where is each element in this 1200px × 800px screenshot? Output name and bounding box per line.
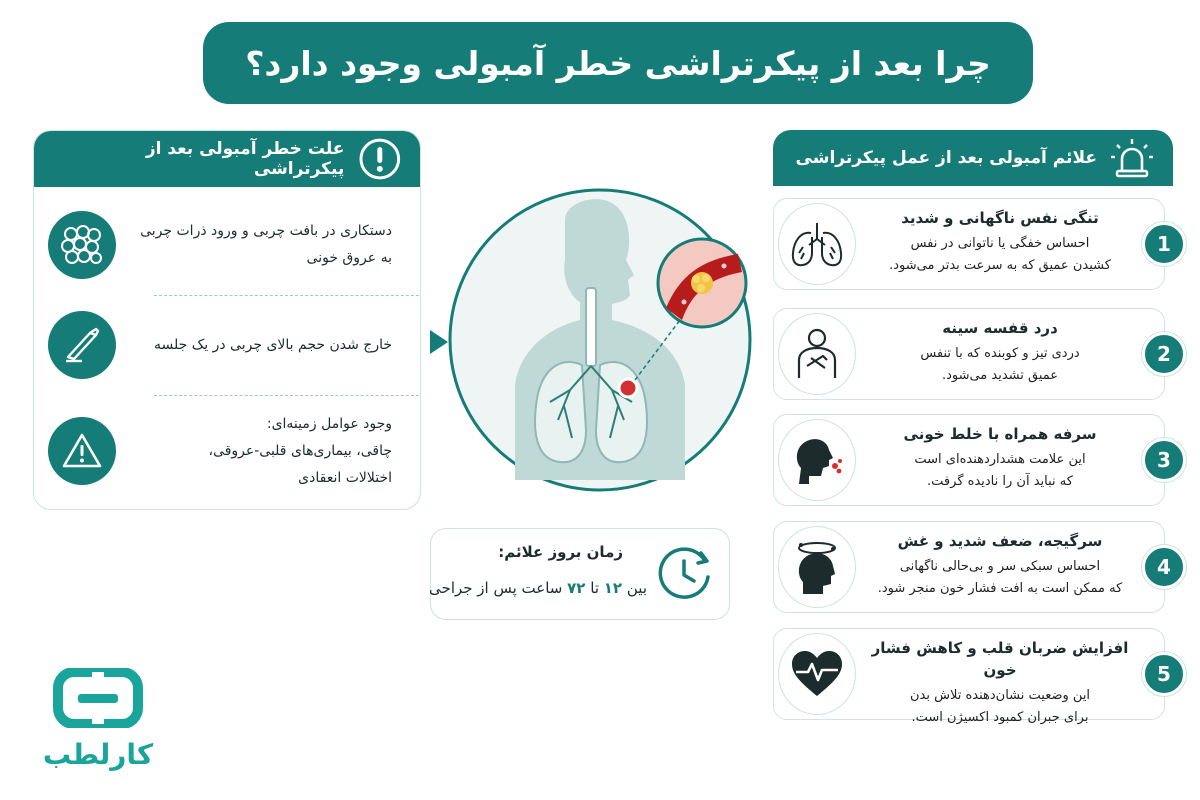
symptom-desc-line: این علامت هشداردهنده‌ای است xyxy=(914,452,1086,467)
symptom-desc-line: کشیدن عمیق که به سرعت بدتر می‌شود. xyxy=(889,258,1111,273)
title-banner xyxy=(203,22,1033,104)
brand-name: کارلطب xyxy=(42,738,154,771)
symptom-title: درد قفسه سینه xyxy=(942,319,1058,337)
onset-to: ۷۲ xyxy=(567,579,586,597)
cause-line: دستکاری در بافت چربی و ورود ذرات چربی xyxy=(140,223,392,239)
onset-from: ۱۲ xyxy=(603,579,623,597)
onset-mid: تا xyxy=(590,579,599,597)
cause-panel-header xyxy=(34,131,420,187)
onset-suffix: ساعت پس از جراحی xyxy=(429,579,563,597)
lungs-icon xyxy=(778,203,856,285)
symptom-desc-line: برای جبران کمبود اکسیژن است. xyxy=(911,710,1089,725)
symptom-card xyxy=(773,521,1165,613)
dizziness-icon xyxy=(778,526,856,608)
chest-pain-icon xyxy=(778,313,856,395)
fat-cells-icon xyxy=(48,211,116,279)
symptom-card xyxy=(773,308,1165,400)
cause-item xyxy=(34,195,420,295)
symptom-card xyxy=(773,628,1165,725)
symptom-desc-line: که ممکن است به افت فشار خون منجر شود. xyxy=(877,581,1123,596)
cause-line: چاقی، بیماری‌های قلبی-عروقی، xyxy=(208,442,392,459)
symptom-card xyxy=(773,198,1165,290)
brand-logo-icon xyxy=(38,668,158,728)
symptom-number: 3 xyxy=(1142,438,1186,482)
symptom-title: افزایش ضربان قلب و کاهش فشار خون xyxy=(871,639,1129,679)
symptom-desc-line: عمیق تشدید می‌شود. xyxy=(941,368,1059,383)
heart-pulse-icon xyxy=(778,633,856,715)
cause-panel-title: علت خطر آمبولی بعد از پیکرتراشی xyxy=(145,139,345,179)
page-title: چرا بعد از پیکرتراشی خطر آمبولی وجود دارد؟ xyxy=(245,43,991,83)
cause-line: اختلالات انعقادی xyxy=(298,469,392,486)
onset-time-box xyxy=(430,528,730,620)
symptom-number: 1 xyxy=(1142,222,1186,266)
alarm-icon xyxy=(1109,137,1155,179)
warning-icon xyxy=(48,417,116,485)
symptom-card xyxy=(773,414,1165,506)
symptom-desc-line: این وضعیت نشان‌دهنده تلاش بدن xyxy=(909,688,1091,703)
cause-line: وجود عوامل زمینه‌ای: xyxy=(266,415,392,432)
symptom-title: سرگیجه، ضعف شدید و غش xyxy=(897,532,1103,550)
cause-line: خارج شدن حجم بالای چربی در یک جلسه xyxy=(154,336,392,353)
cause-line: به عروق خونی xyxy=(306,250,392,266)
symptom-desc-line: احساس خفگی یا ناتوانی در نفس xyxy=(910,236,1090,251)
cause-item xyxy=(34,295,420,395)
onset-prefix: بین xyxy=(626,579,647,597)
onset-time-value xyxy=(429,579,647,597)
symptom-desc-line: احساس سبکی سر و بی‌حالی ناگهانی xyxy=(899,559,1101,574)
symptom-desc-line: که نباید آن را نادیده گرفت. xyxy=(927,474,1073,489)
symptom-number: 4 xyxy=(1142,545,1186,589)
brand-logo xyxy=(38,668,168,778)
symptom-title: تنگی نفس ناگهانی و شدید xyxy=(901,209,1099,227)
clock-icon xyxy=(653,543,715,605)
symptoms-panel-header xyxy=(773,130,1173,186)
onset-time-label: زمان بروز علائم: xyxy=(498,543,623,561)
cause-panel xyxy=(33,130,421,510)
cause-item xyxy=(34,395,420,507)
symptom-desc-line: دردی تیز و کوبنده که با تنفس xyxy=(920,346,1080,361)
symptom-number: 2 xyxy=(1142,332,1186,376)
scalpel-icon xyxy=(48,311,116,379)
symptoms-panel-title: علائم آمبولی بعد از عمل پیکرتراشی xyxy=(795,148,1097,168)
symptom-title: سرفه همراه با خلط خونی xyxy=(903,425,1097,443)
lung-embolism-illustration xyxy=(440,180,760,500)
cough-blood-icon xyxy=(778,419,856,501)
symptom-number: 5 xyxy=(1142,652,1186,696)
exclamation-icon xyxy=(358,137,402,181)
